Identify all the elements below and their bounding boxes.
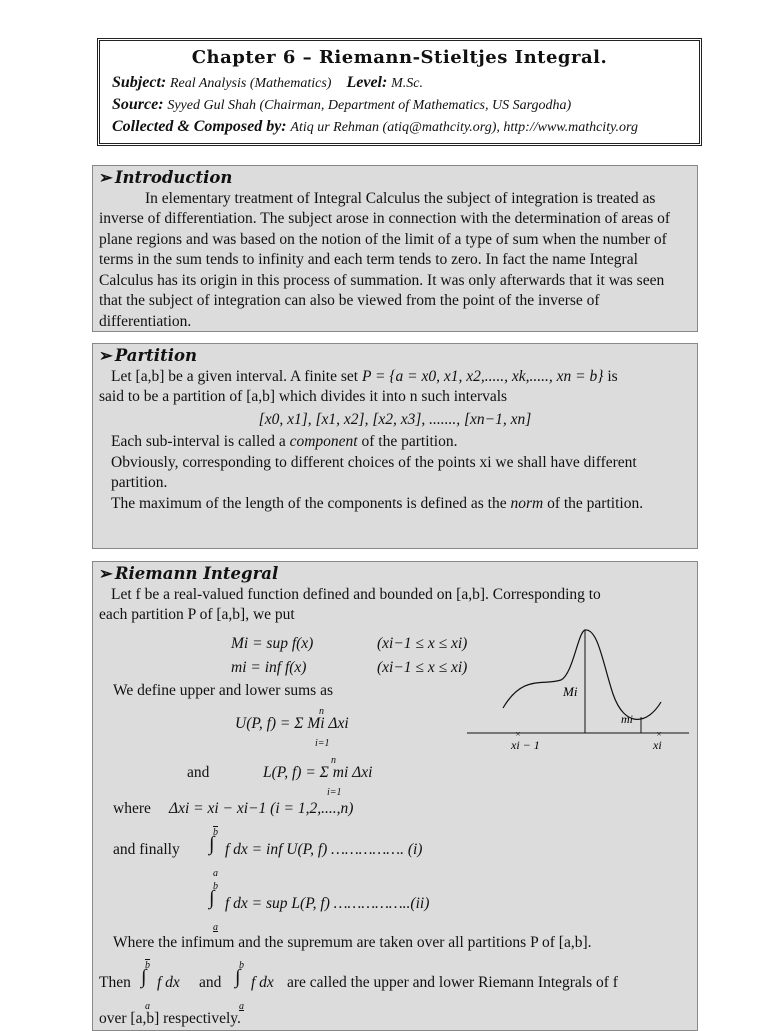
lower-sum-bottom: i=1 [327, 787, 342, 798]
finally-label: and finally [113, 841, 180, 858]
where-def: Δxi = xi − xi−1 (i = 1,2,....,n) [169, 800, 354, 817]
sup-def: Mi = sup f(x) [231, 635, 314, 652]
riemann-graph [463, 624, 693, 754]
called-line: are called the upper and lower Riemann Integrals of f [287, 974, 618, 991]
graph-M-label: Mi [563, 684, 578, 699]
then-upper-fdx: f dx [157, 974, 180, 991]
partition-line5: The maximum of the length of the components is defined as the norm of the partition. [111, 494, 644, 512]
then-lower-limit-bottom: a [239, 1001, 244, 1012]
then-upper-limit-top: $\overline{b}$ [145, 960, 150, 971]
chapter-title: Chapter 6 – Riemann-Stieltjes Integral. [191, 47, 608, 68]
upper-int-limit-top: $\overline{b}$ [213, 827, 218, 838]
over-line: over [a,b] respectively. [99, 1010, 241, 1027]
upper-integral: f dx = inf U(P, f) ……………. (i) [225, 841, 423, 858]
integral-sign-lower: ∫ [209, 887, 215, 909]
and-label: and [187, 764, 210, 781]
header-box [97, 38, 702, 146]
partition-line1: Let [a,b] be a given interval. A finite set P = {a = x0, x1, x2,....., xk,....., xn = b} is [111, 367, 618, 385]
then-upper-limit-bottom: a [145, 1001, 150, 1012]
subject-line: Subject: Real Analysis (Mathematics) Level: M.Sc. [112, 74, 423, 91]
lower-sum-top: n [331, 755, 336, 766]
riemann-heading: ➢ Riemann Integral [99, 564, 279, 583]
arrow-bullet-icon: ➢ [99, 168, 113, 187]
lower-sum: L(P, f) = Σ mi Δxi [263, 764, 373, 781]
introduction-heading: ➢ Introduction [99, 168, 233, 187]
introduction-body: In elementary treatment of Integral Calculus the subject of integration is treated as inverse of differentiation. The subject arose in connection with the determination of areas of plane regions and was based on the notion of the limit of a type of sum when the number of terms in the sum tends to infinity and each term tends to zero. In fact the name Integral Calculus has its origin in this process of summation. It was only afterwards that it was seen that the subject of integration can also be viewed from the point of the inverse of differentiation. [99, 189, 671, 330]
then-lower-fdx: f dx [251, 974, 274, 991]
partition-heading: ➢ Partition [99, 346, 197, 365]
and2-label: and [199, 974, 222, 991]
lower-int-limit-bottom: a [213, 922, 218, 933]
riemann-section [92, 561, 698, 1031]
composed-line: Collected & Composed by: Atiq ur Rehman (atiq@mathcity.org), http://www.mathcity.org [112, 118, 638, 135]
riemann-line1: Let f be a real-valued function defined and bounded on [a,b]. Corresponding to [111, 585, 601, 603]
arrow-bullet-icon: ➢ [99, 346, 113, 365]
upper-int-limit-bottom: a [213, 868, 218, 879]
infsup-line: Where the infimum and the supremum are taken over all partitions P of [a,b]. [113, 934, 592, 951]
graph-x-mark-right: × [656, 729, 662, 739]
integral-sign-upper: ∫ [209, 833, 215, 855]
graph-m-label: mi [621, 712, 633, 726]
graph-x-right-label: xi [653, 738, 662, 752]
sup-cond: (xi−1 ≤ x ≤ xi) [377, 635, 468, 652]
integral-sign-then-lower: ∫ [235, 966, 241, 988]
lower-integral: f dx = sup L(P, f) ……………..(ii) [225, 895, 430, 912]
inf-cond: (xi−1 ≤ x ≤ xi) [377, 659, 468, 676]
partition-line3: Each sub-interval is called a component of the partition. [111, 433, 458, 450]
riemann-line2: each partition P of [a,b], we put [99, 606, 295, 623]
integral-sign-then-upper: ∫ [141, 966, 147, 988]
graph-x-mark-left: × [515, 729, 521, 739]
where-label: where [113, 800, 151, 817]
lower-int-limit-top: b [213, 881, 218, 892]
arrow-bullet-icon: ➢ [99, 564, 113, 583]
partition-line4: Obviously, corresponding to different choices of the points xi we shall have different partition. [111, 453, 637, 491]
partition-intervals: [x0, x1], [x1, x2], [x2, x3], ......., [xn−1, xn] [258, 410, 532, 428]
upper-sum-top: n [319, 706, 324, 717]
then-label: Then [99, 974, 131, 991]
partition-line2: said to be a partition of [a,b] which divides it into n such intervals [99, 388, 508, 405]
graph-x-left-label: xi − 1 [511, 738, 540, 752]
source-line: Source: Syyed Gul Shah (Chairman, Department of Mathematics, US Sargodha) [112, 96, 572, 113]
upper-sum-bottom: i=1 [315, 738, 330, 749]
inf-def: mi = inf f(x) [231, 659, 307, 676]
sums-intro: We define upper and lower sums as [113, 682, 333, 699]
introduction-section [92, 165, 698, 332]
graph-curve [503, 630, 661, 719]
upper-sum: U(P, f) = Σ Mi Δxi [235, 715, 349, 732]
partition-section [92, 343, 698, 549]
then-lower-limit-top: b [239, 960, 244, 971]
